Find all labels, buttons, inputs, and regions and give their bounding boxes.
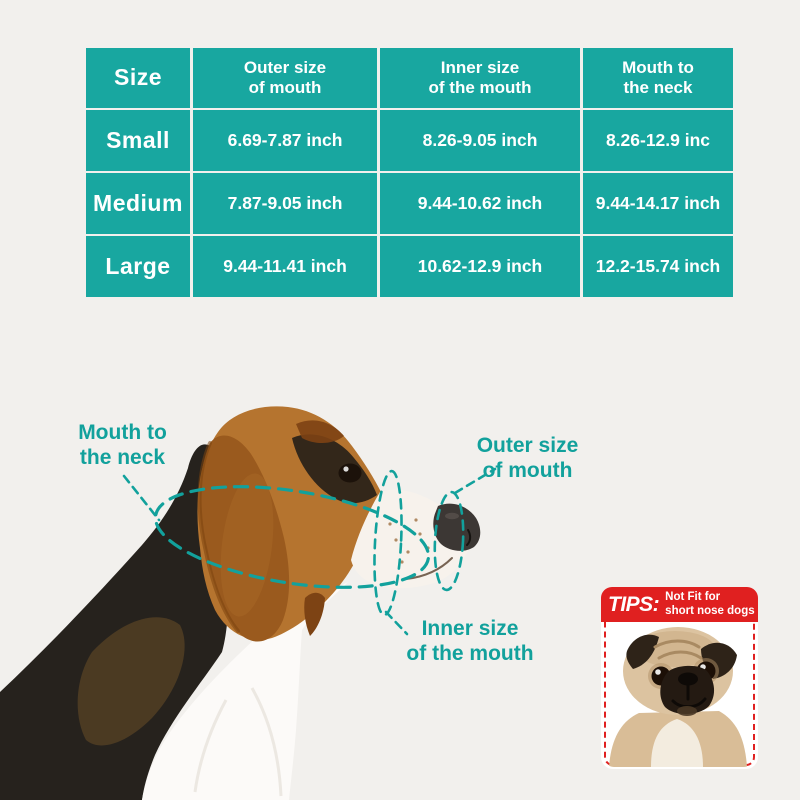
row-medium-label: Medium [86,173,190,234]
medium-outer-size-cell: 7.87-9.05 inch [193,173,377,234]
header-cell-outer-size: Outer size of mouth [193,48,377,108]
large-inner-size-cell: 10.62-12.9 inch [380,236,580,297]
label-mouth-to-neck: Mouth to the neck [78,421,167,470]
label-inner-size: Inner size of the mouth [406,617,534,666]
tips-title: TIPS: [608,592,660,616]
label-outer-size: Outer size of mouth [476,434,579,483]
row-small-label: Small [86,110,190,171]
header-size-label: Size [113,64,163,91]
medium-neck-size-cell: 9.44-14.17 inch [583,173,733,234]
pug-photo-area [603,621,755,767]
pug-left-eye-highlight [655,669,661,675]
small-neck-size-cell: 8.26-12.9 inc [583,110,733,171]
leader-line-mouth-to-neck [124,476,159,520]
small-inner-size-cell: 8.26-9.05 inch [380,110,580,171]
tips-header [601,587,758,622]
dog-eye [339,464,362,483]
pug-dog-image [603,621,755,767]
row-large-label: Large [86,236,190,297]
dog-far-ear-tip [304,593,325,636]
dog-eye-highlight [343,466,348,471]
large-neck-size-cell: 12.2-15.74 inch [583,236,733,297]
tips-text: Not Fit for short nose dogs [665,590,755,617]
pug-nose [678,673,698,686]
header-cell-mouth-to-neck: Mouth to the neck [583,48,733,108]
header-cell-inner-size: Inner size of the mouth [380,48,580,108]
large-outer-size-cell: 9.44-11.41 inch [193,236,377,297]
medium-inner-size-cell: 9.44-10.62 inch [380,173,580,234]
pug-chin [677,706,697,716]
small-outer-size-cell: 6.69-7.87 inch [193,110,377,171]
tips-card [601,587,758,769]
dog-nose-highlight [445,513,459,519]
